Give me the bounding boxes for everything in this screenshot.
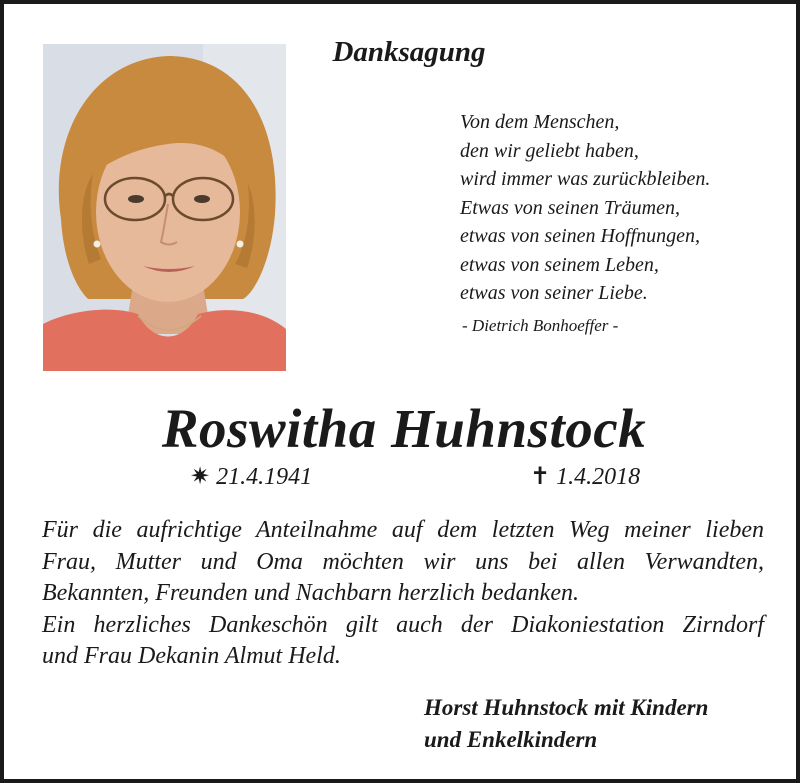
poem-author: - Dietrich Bonhoeffer - [462,316,619,335]
death-date-line [530,462,640,491]
signature-line: Horst Huhnstock mit Kindern [424,695,709,720]
death-date: 1.4.2018 [556,464,641,490]
poem [460,108,790,308]
signature [424,692,784,756]
thanks-line: Frau, Mutter und Oma möchten wir uns bei allen Verwandten, [42,548,764,575]
poem-line: wird immer was zurückbleiben. [460,168,711,190]
poem-line: etwas von seinen Hoffnungen, [460,225,700,247]
birth-star-icon: ✷ [190,464,211,490]
thanks-text [42,515,764,673]
thanks-line: und Frau Dekanin Almut Held. [42,643,341,669]
death-cross-icon: ✝ [530,464,551,490]
portrait-illustration [43,44,286,371]
portrait-photo [43,44,286,371]
thanks-line: Bekannten, Freunden und Nachbarn herzlich bedanken. [42,580,579,606]
signature-line: und Enkelkindern [424,727,598,752]
birth-date: 21.4.1941 [216,464,313,490]
heading-danksagung: Danksagung [332,36,486,68]
poem-line: Etwas von seinen Träumen, [460,196,680,219]
deceased-name: Roswitha Huhnstock [161,398,647,459]
thanks-line: Für die aufrichtige Anteilnahme auf dem letzten Weg meiner lieben [42,517,764,543]
poem-line: etwas von seiner Liebe. [460,282,648,304]
thanks-line: Ein herzliches Dankeschön gilt auch der Diakoniestation Zirndorf [42,611,764,638]
poem-line: etwas von seinem Leben, [460,253,659,276]
poem-line: den wir geliebt haben, [460,139,639,162]
poem-line: Von dem Menschen, [460,111,620,133]
birth-date-line [190,462,312,491]
